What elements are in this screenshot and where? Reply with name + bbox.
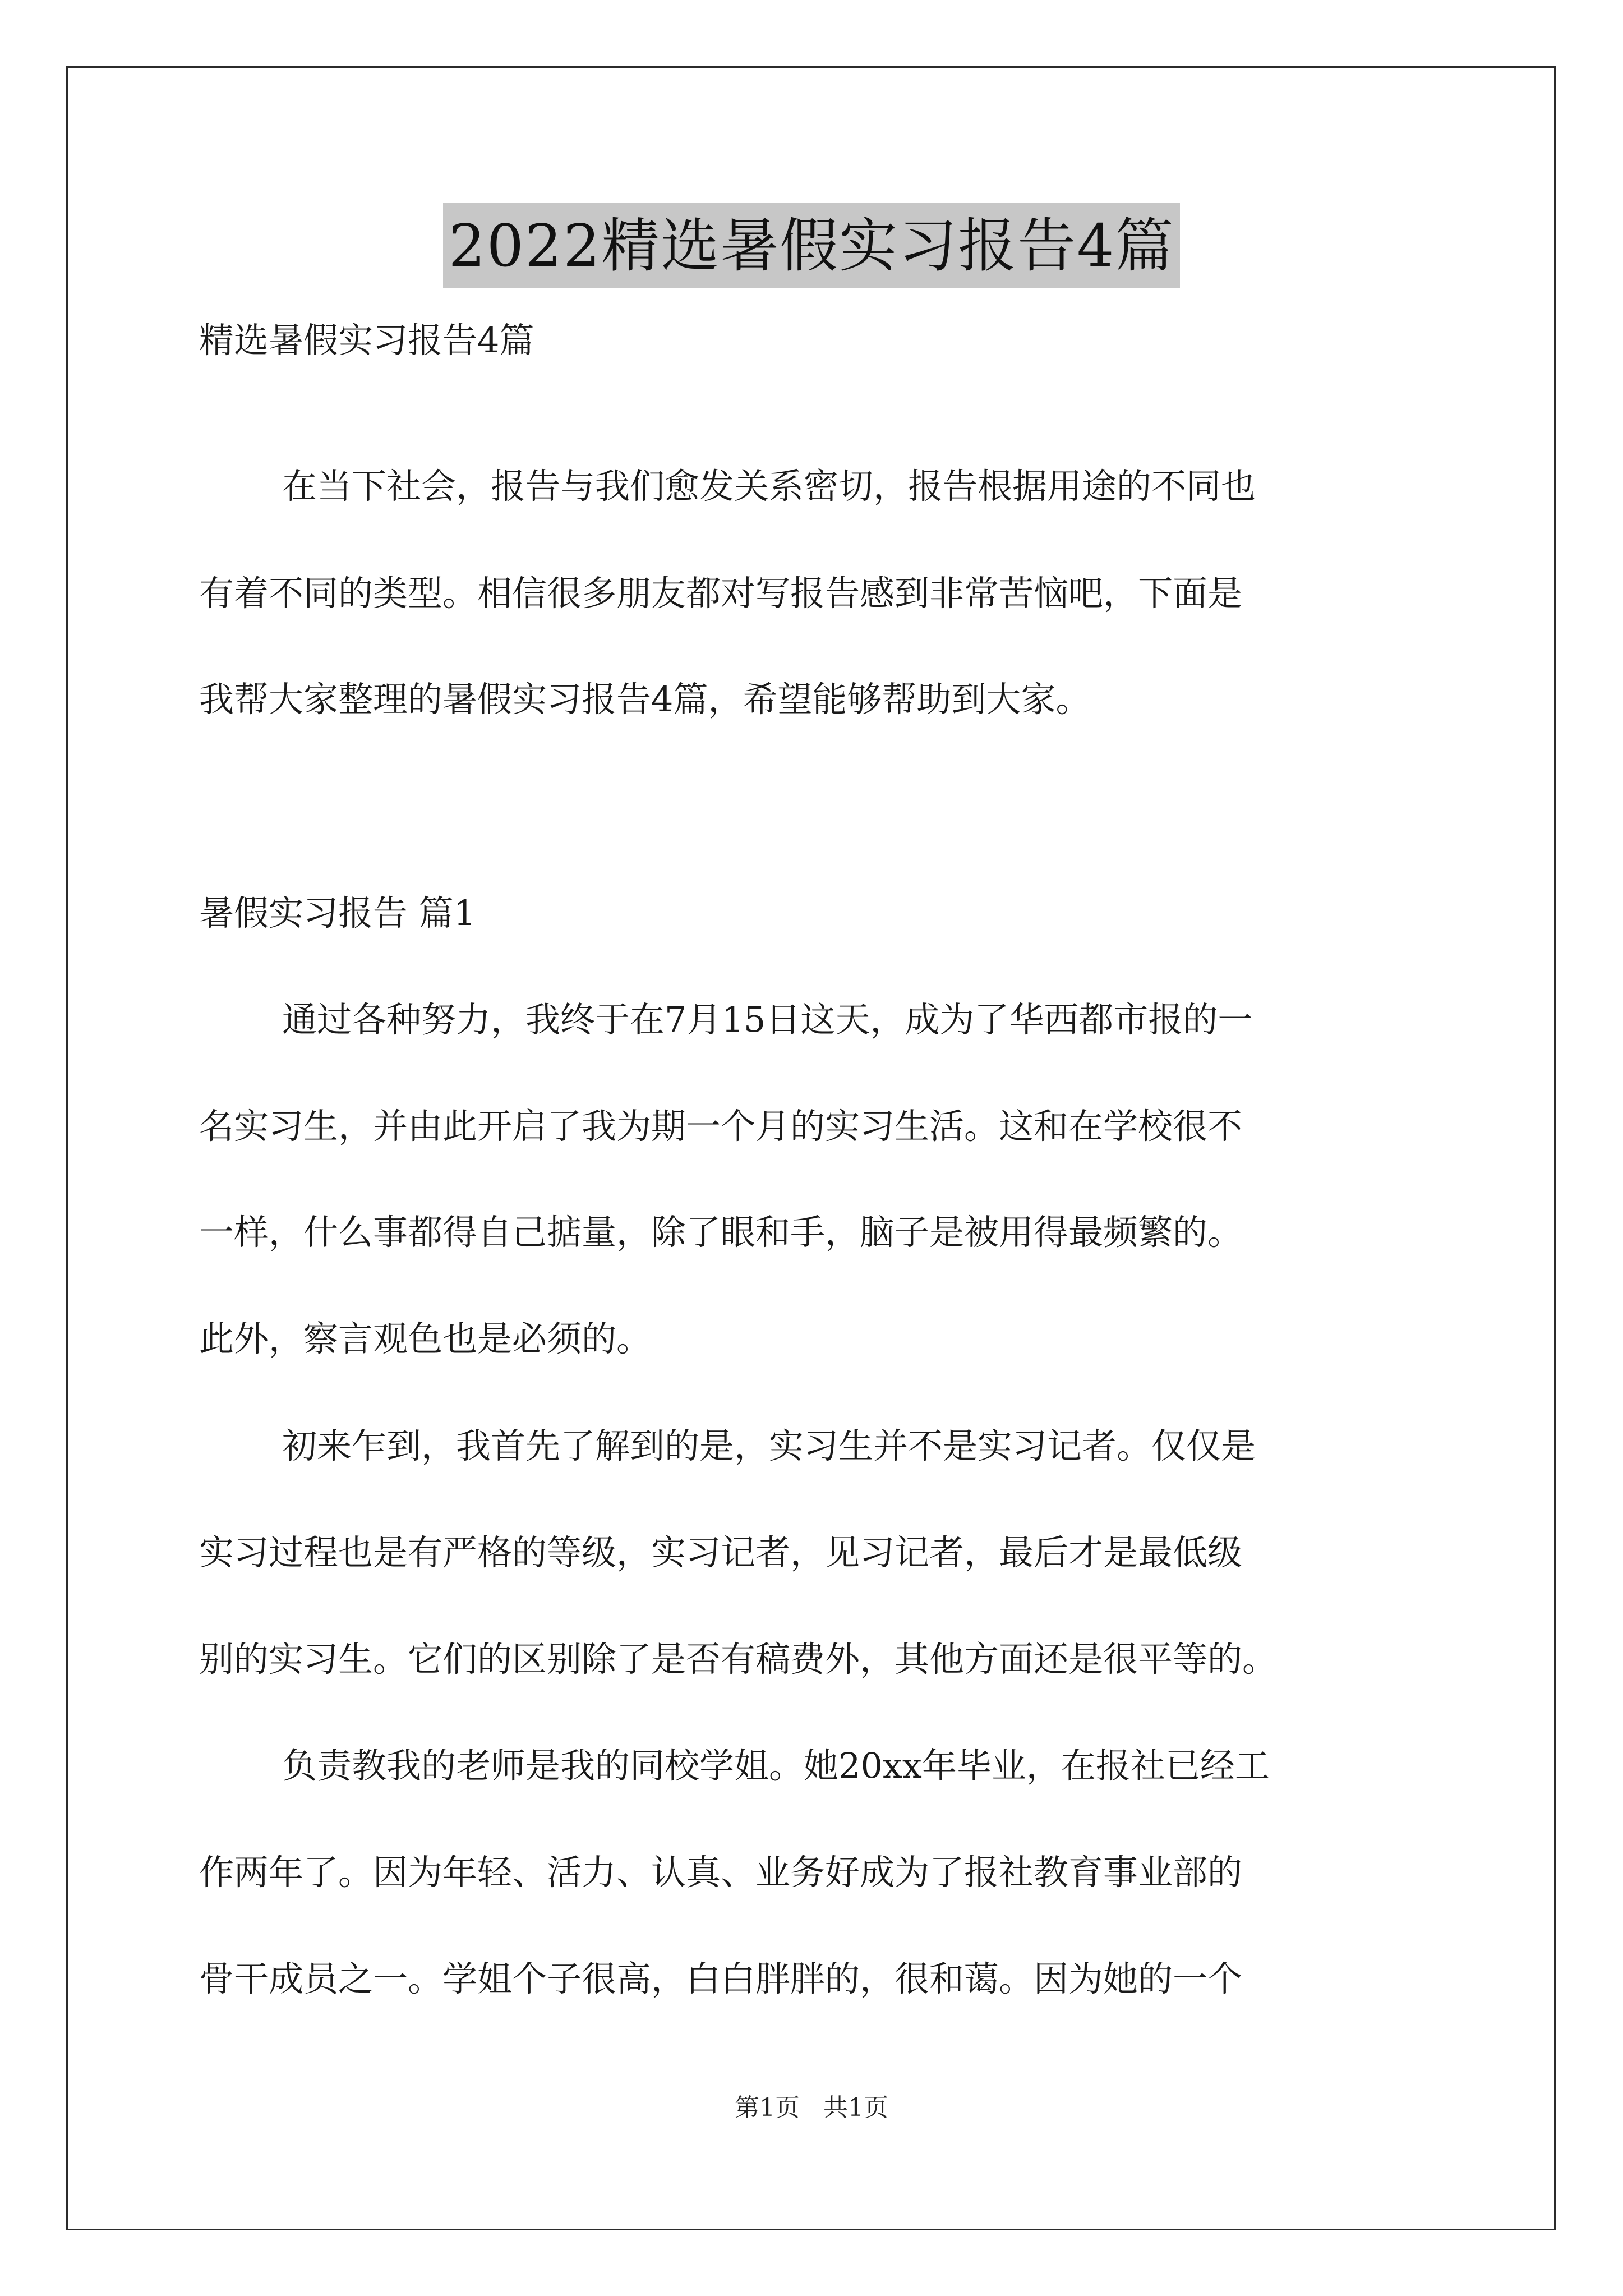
paragraph-line: 通过各种努力，我终于在7月15日这天，成为了华西都市报的一 [282, 999, 1253, 1040]
document-title: 2022精选暑假实习报告4篇 [443, 203, 1181, 288]
page-total: 共1页 [823, 2093, 888, 2122]
paragraph-line: 作两年了。因为年轻、活力、认真、业务好成为了报社教育事业部的 [199, 1852, 1243, 1893]
paragraph-line: 名实习生，并由此开启了我为期一个月的实习生活。这和在学校很不 [199, 1106, 1243, 1147]
paragraph-line: 骨干成员之一。学姐个子很高，白白胖胖的，很和蔼。因为她的一个 [199, 1958, 1243, 1999]
section-heading: 暑假实习报告 篇1 [199, 892, 476, 933]
intro-line: 我帮大家整理的暑假实习报告4篇，希望能够帮助到大家。 [199, 679, 1091, 720]
intro-line: 有着不同的类型。相信很多朋友都对写报告感到非常苦恼吧，下面是 [199, 573, 1243, 614]
paragraph-line: 此外，察言观色也是必须的。 [199, 1318, 652, 1359]
page-number: 第1页 [735, 2093, 800, 2122]
document-subtitle: 精选暑假实习报告4篇 [199, 320, 534, 361]
paragraph-line: 初来乍到，我首先了解到的是，实习生并不是实习记者。仅仅是 [282, 1425, 1256, 1466]
page-footer [0, 2091, 1623, 2125]
paragraph-line: 负责教我的老师是我的同校学姐。她20xx年毕业，在报社已经工 [282, 1745, 1270, 1786]
paragraph-line: 实习过程也是有严格的等级，实习记者，见习记者，最后才是最低级 [199, 1532, 1243, 1573]
paragraph-line: 别的实习生。它们的区别除了是否有稿费外，其他方面还是很平等的。 [199, 1639, 1278, 1680]
intro-line: 在当下社会，报告与我们愈发关系密切，报告根据用途的不同也 [282, 466, 1256, 507]
paragraph-line: 一样，什么事都得自己掂量，除了眼和手，脑子是被用得最频繁的。 [199, 1212, 1243, 1253]
title-container [0, 203, 1623, 288]
